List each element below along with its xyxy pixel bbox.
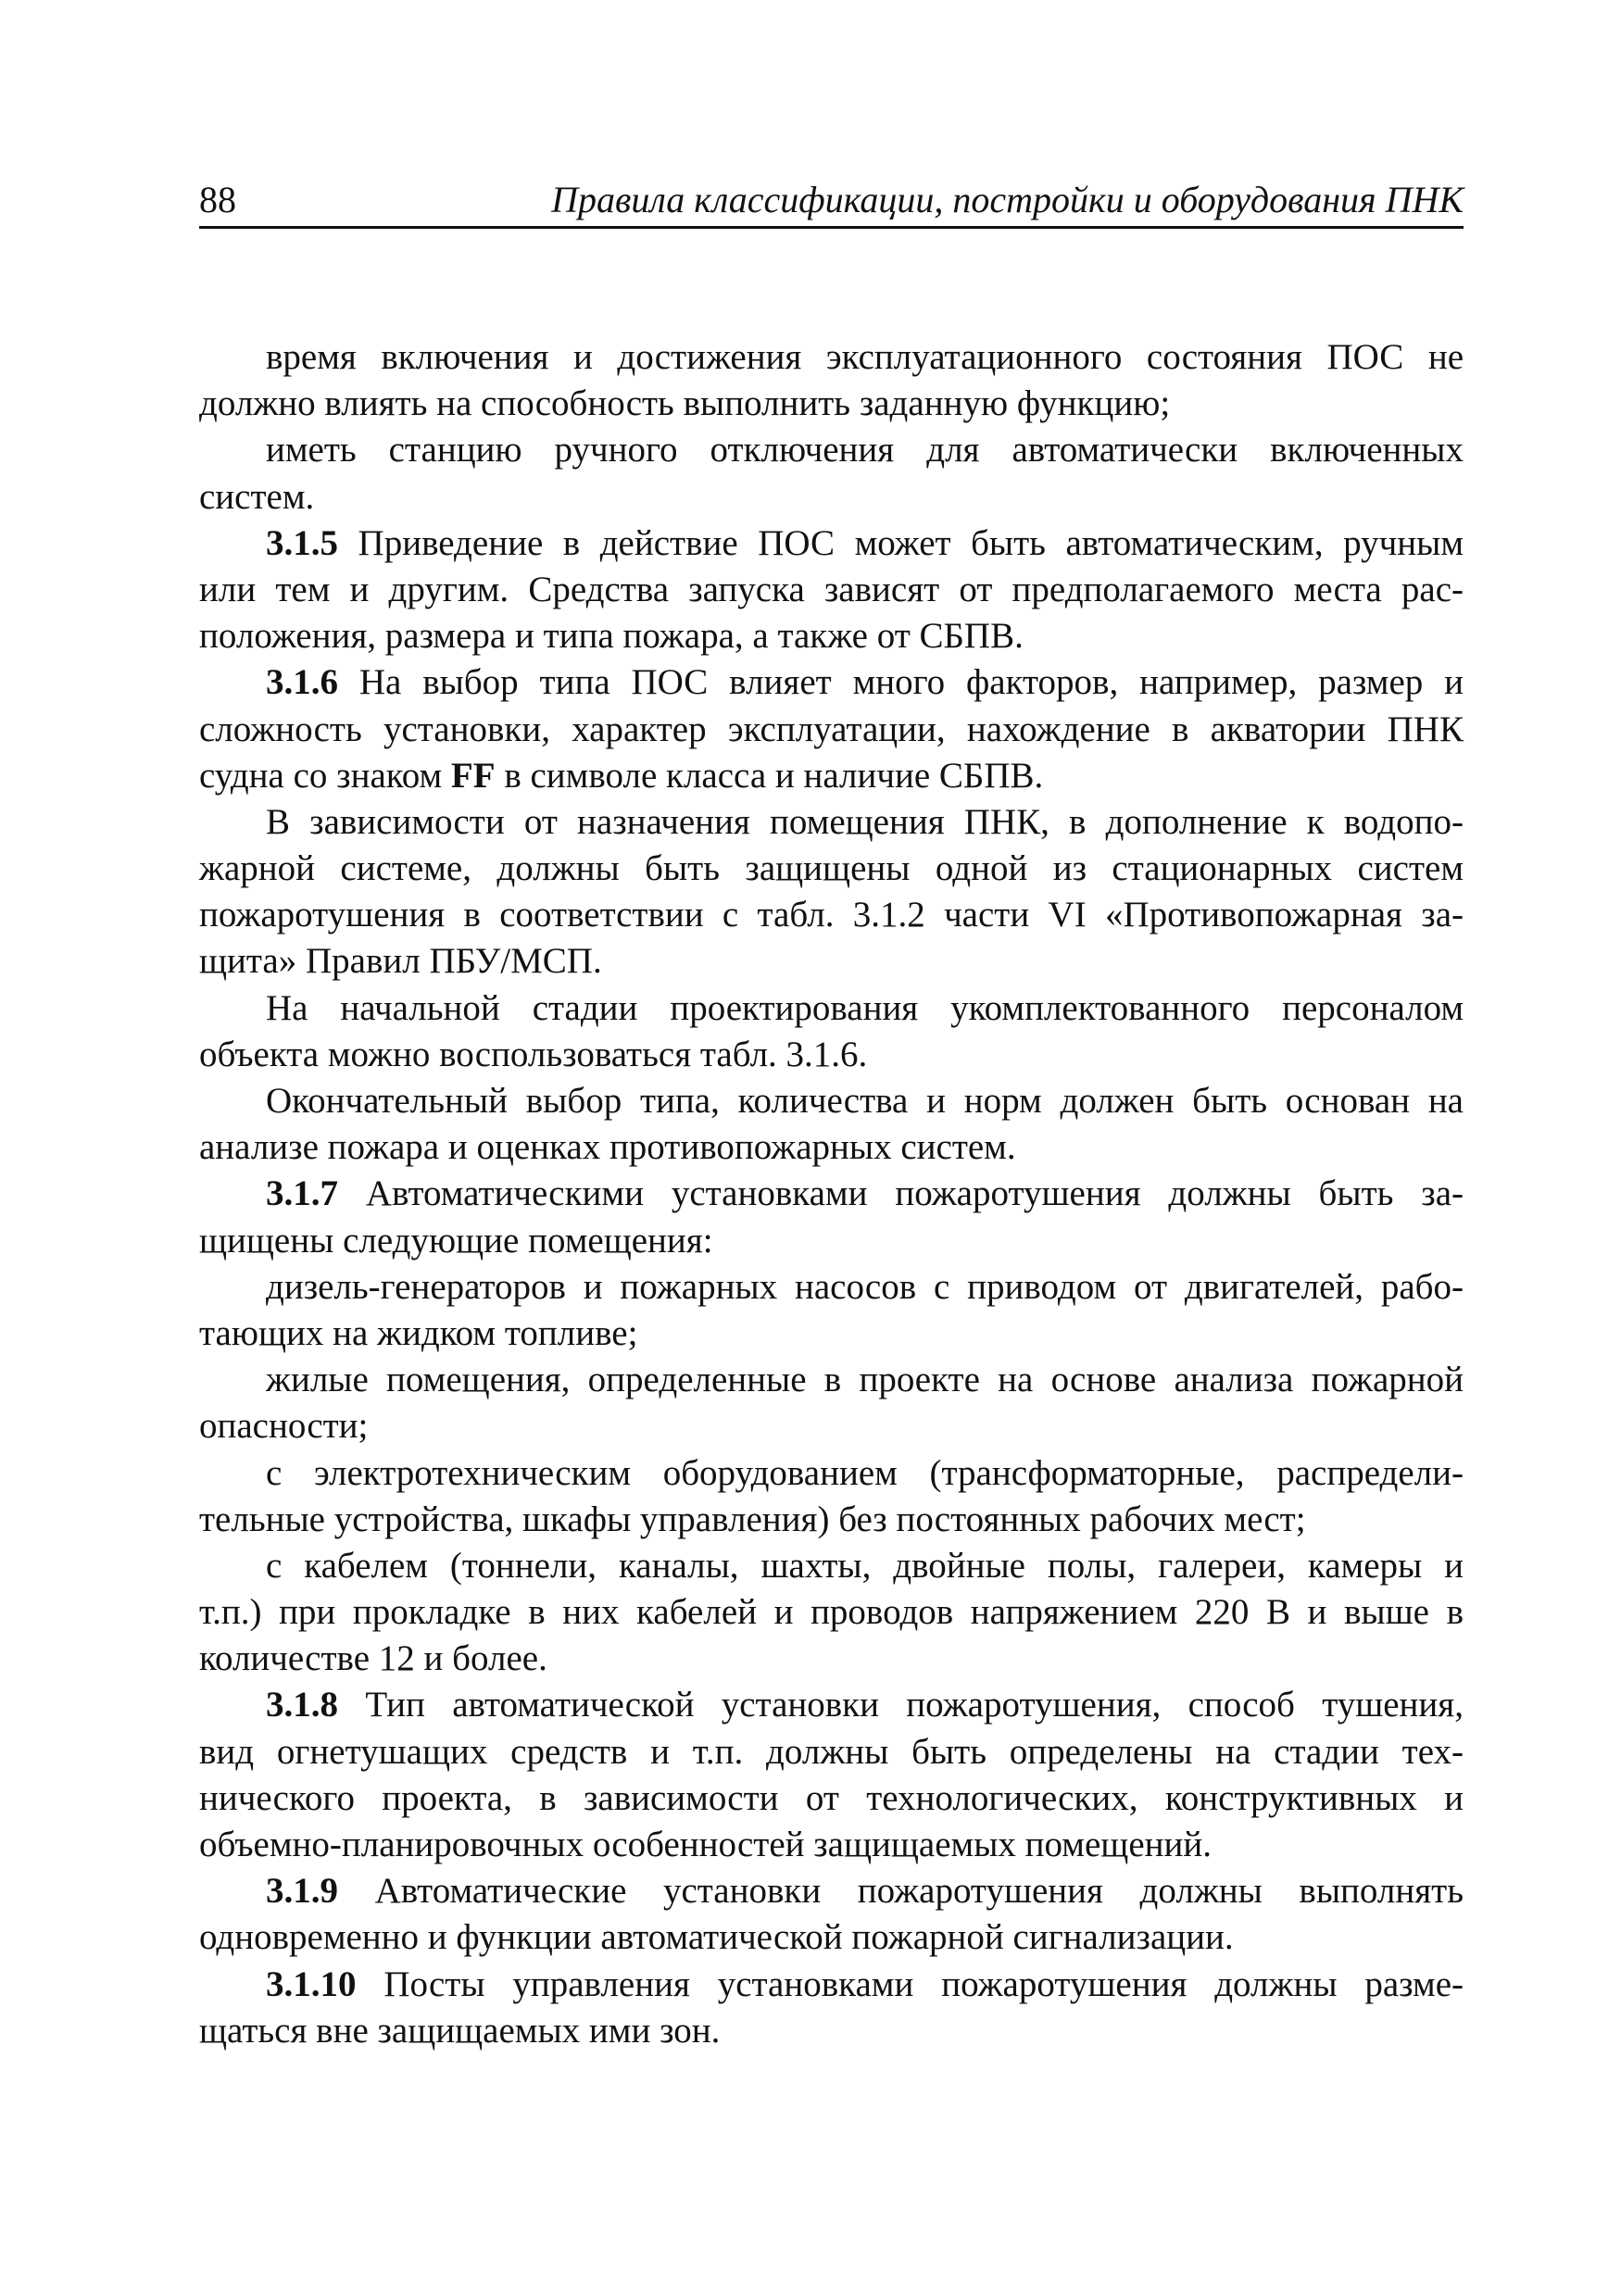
bold-text: 3.1.6 [266,662,338,703]
paragraph [199,1962,1464,2054]
bold-text: 3.1.7 [266,1173,338,1214]
paragraph [199,1450,1464,1543]
text-segment: объекта можно воспользоваться табл. 3.1.6. [199,1034,868,1074]
text-segment: время включения и достижения эксплуатационного состояния ПОС не [266,337,1464,377]
paragraph [199,334,1464,427]
text-line [199,1914,1464,1961]
text-line [199,613,1464,659]
text-line [199,938,1464,985]
text-line [199,1543,1464,1589]
text-line [199,1497,1464,1543]
text-line [199,1962,1464,2008]
text-line [199,1264,1464,1311]
paragraph [199,1264,1464,1357]
text-line [199,567,1464,613]
text-segment: В зависимости от назначения помещения ПНК, в дополнение к водопо- [266,801,1464,842]
text-segment: дизель-генераторов и пожарных насосов с приводом от двигателей, рабо- [266,1266,1464,1307]
text-segment: Окончательный выбор типа, количества и норм должен быть основан на [266,1081,1464,1121]
text-line [199,1124,1464,1171]
running-header [199,174,1464,226]
text-line [199,2008,1464,2054]
text-segment: жилые помещения, определенные в проекте на основе анализа пожарной [266,1360,1464,1400]
paragraph [199,985,1464,1078]
text-segment: объемно-планировочных особенностей защищаемых помещений. [199,1825,1212,1864]
text-segment: тающих на жидком топливе; [199,1312,638,1353]
text-segment: Посты управления установками пожаротушения должны разме- [356,1964,1464,2004]
text-segment: щищены следующие помещения: [199,1220,713,1261]
text-segment: в символе класса и наличие СБПВ. [495,755,1044,796]
bold-text: 3.1.8 [266,1685,338,1725]
text-segment: одновременно и функции автоматической пожарной сигнализации. [199,1917,1234,1958]
text-segment: судна со знаком [199,755,451,796]
text-line [199,1589,1464,1636]
text-line [199,846,1464,892]
text-line [199,1868,1464,1914]
text-line [199,521,1464,567]
text-segment: должно влиять на способность выполнить заданную функцию; [199,383,1171,424]
text-line [199,985,1464,1032]
paragraph [199,1543,1464,1683]
text-segment: с кабелем (тоннели, каналы, шахты, двойные полы, галереи, камеры и [266,1545,1464,1586]
text-segment: иметь станцию ручного отключения для автоматически включенных [266,430,1464,470]
text-line [199,1729,1464,1775]
paragraph [199,1868,1464,1961]
paragraph [199,427,1464,520]
paragraph [199,521,1464,660]
text-line [199,1822,1464,1868]
text-segment: Автоматическими установками пожаротушения должны быть за- [338,1173,1464,1214]
text-line [199,427,1464,473]
text-segment: вид огнетушащих средств и т.п. должны быть определены на стадии тех- [199,1731,1464,1772]
text-line [199,1311,1464,1357]
paragraph [199,799,1464,985]
text-segment: тельные устройства, шкафы управления) без постоянных рабочих мест; [199,1499,1306,1539]
text-line [199,753,1464,799]
text-segment: анализе пожара и оценках противопожарных систем. [199,1127,1016,1168]
running-title: Правила классификации, постройки и оборудования ПНК [551,179,1464,220]
paragraph [199,1357,1464,1449]
text-segment: т.п.) при прокладке в них кабелей и проводов напряжением 220 В и выше в [199,1592,1464,1633]
text-segment: Тип автоматической установки пожаротушения, способ тушения, [338,1685,1464,1725]
text-segment: нического проекта, в зависимости от технологических, конструктивных и [199,1777,1464,1818]
text-segment: Автоматические установки пожаротушения должны выполнять [338,1871,1464,1912]
text-line [199,707,1464,753]
text-line [199,799,1464,846]
text-segment: щита» Правил ПБУ/МСП. [199,941,602,982]
paragraph [199,1171,1464,1263]
text-segment: На начальной стадии проектирования укомплектованного персоналом [266,987,1464,1028]
text-line [199,892,1464,938]
text-segment: систем. [199,476,315,517]
bold-text: 3.1.9 [266,1871,338,1912]
bold-text: 3.1.5 [266,522,338,563]
text-segment: сложность установки, характер эксплуатации, нахождение в акватории ПНК [199,709,1464,749]
bold-text: FF [450,755,496,796]
text-line [199,1218,1464,1264]
text-segment: Приведение в действие ПОС может быть автоматическим, ручным [338,522,1464,563]
text-line [199,1636,1464,1682]
text-line [199,1357,1464,1403]
text-segment: или тем и другим. Средства запуска зависят от предполагаемого места рас- [199,569,1464,609]
text-line [199,474,1464,521]
text-line [199,1078,1464,1124]
paragraph [199,1078,1464,1171]
text-line [199,1682,1464,1728]
text-line [199,334,1464,381]
text-segment: опасности; [199,1406,369,1447]
text-line [199,1775,1464,1822]
text-line [199,1171,1464,1217]
bold-text: 3.1.10 [266,1964,357,2004]
paragraph [199,659,1464,799]
text-segment: пожаротушения в соответствии с табл. 3.1.2 части VI «Противопожарная за- [199,895,1464,935]
text-segment: жарной системе, должны быть защищены одной из стационарных систем [199,848,1464,889]
page-number: 88 [199,179,236,220]
text-segment: с электротехническим оборудованием (трансформаторные, распредели- [266,1452,1464,1493]
text-line [199,659,1464,706]
document-body [199,334,1464,2054]
text-line [199,381,1464,427]
text-line [199,1450,1464,1497]
text-segment: На выбор типа ПОС влияет много факторов, например, размер и [338,662,1464,703]
text-line [199,1403,1464,1449]
text-segment: положения, размера и типа пожара, а также от СБПВ. [199,616,1024,657]
text-segment: количестве 12 и более. [199,1638,547,1679]
header-rule [199,226,1464,229]
text-line [199,1032,1464,1078]
paragraph [199,1682,1464,1868]
text-segment: щаться вне защищаемых ими зон. [199,2010,721,2051]
